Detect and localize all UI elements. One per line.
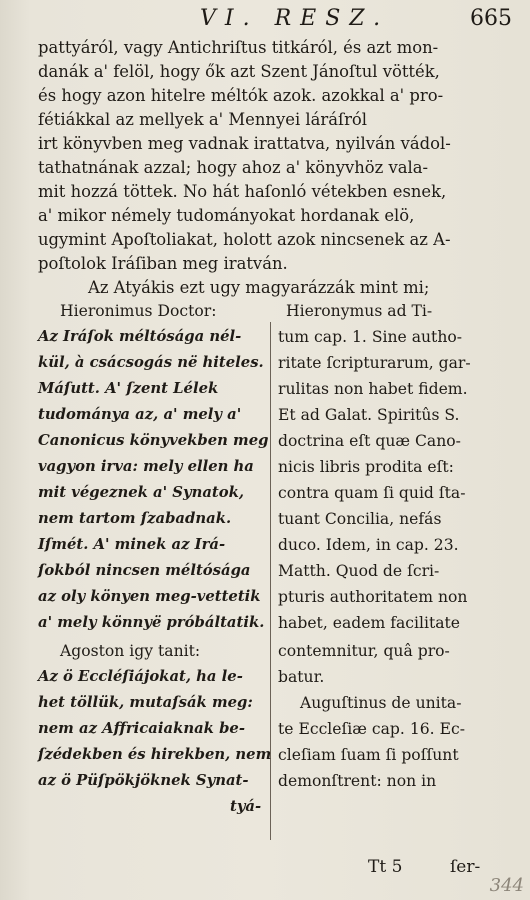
column-line: contemnitur, quâ pro- [278, 642, 450, 660]
intro-line: Az Atyákis ezt ugy magyarázzák mint mi; [88, 278, 430, 297]
column-line: habet, eadem facilitate [278, 614, 461, 632]
signature-mark: Tt 5 [368, 857, 403, 877]
page-number: 665 [470, 6, 512, 31]
column-line: mit végeznek a' Synatok, [38, 484, 245, 501]
column-line: nicis libris prodita eſt: [278, 458, 454, 476]
body-line: tathatnának azzal; hogy ahoz a' könyvhöz vala- [38, 158, 429, 177]
column-line: tudománya az, a' mely a' [38, 406, 242, 423]
column-line: Auguſtinus de unita- [300, 694, 462, 712]
body-line: ugymint Apoſtoliakat, holott azok nincsenek az A- [38, 230, 451, 249]
body-line: pattyáról, vagy Antichriſtus titkáról, és azt mon- [38, 38, 439, 57]
body-line: irt könyvben meg vadnak irattatva, nyilván vádol- [38, 134, 451, 153]
column-line: nem tartom ſzabadnak. [38, 510, 232, 527]
catchword: ſer- [450, 857, 481, 877]
column-line: az ö Püſpökjöknek Synat- [38, 772, 249, 789]
column-line: contra quam ſi quid ſta- [278, 484, 466, 502]
column-line: Hieronymus ad Ti- [286, 302, 433, 320]
body-line: a' mikor némely tudományokat hordanak elö, [38, 206, 415, 225]
column-line: batur. [278, 668, 325, 686]
handwritten-margin-note: 344 [489, 875, 524, 896]
body-line: és hogy azon hitelre méltók azok. azokkal a' pro- [38, 86, 444, 105]
column-line: vagyon irva: mely ellen ha [38, 458, 254, 475]
running-title: VI. RESZ. [200, 6, 390, 31]
column-line: Matth. Quod de ſcri- [278, 562, 440, 580]
column-line: Agoston igy tanit: [60, 642, 201, 660]
column-line: nem az Affricaiaknak be- [38, 720, 245, 737]
column-line: Máſutt. A' ſzent Lélek [38, 380, 219, 397]
column-line: doctrina eſt quæ Cano- [278, 432, 461, 450]
column-line: cleſiam ſuam ſi poſſunt [278, 746, 459, 764]
column-line: Iſmét. A' minek az Irá- [38, 536, 226, 553]
body-line: danák a' felöl, hogy ők azt Szent Jánoſtul vötték, [38, 62, 440, 81]
column-line: tuant Concilia, nefás [278, 510, 442, 528]
body-line: poſtolok Iráſiban meg iratván. [38, 254, 288, 273]
column-line: Az Iráſok méltósága nél- [38, 328, 242, 345]
column-line: tyá- [230, 798, 262, 815]
column-line: az oly könyen meg-vettetik [38, 588, 261, 605]
body-line: fétiákkal az mellyek a' Mennyei láráſról [38, 110, 368, 129]
column-line: kül, à csácsogás në hiteles. [38, 354, 264, 371]
column-line: a' mely könnyë próbáltatik. [38, 614, 265, 631]
column-line: Canonicus könyvekben meg [38, 432, 269, 449]
column-line: demonſtrent: non in [278, 772, 437, 790]
column-line: rulitas non habet fidem. [278, 380, 468, 398]
column-line: tum cap. 1. Sine autho- [278, 328, 463, 346]
column-line: ſokból nincsen méltósága [38, 562, 251, 579]
column-line: ſzédekben és hirekben, nem [38, 746, 272, 763]
column-line: pturis authoritatem non [278, 588, 468, 606]
column-line: Hieronimus Doctor: [60, 302, 217, 320]
column-line: te Eccleſiæ cap. 16. Ec- [278, 720, 465, 738]
running-header [0, 6, 530, 40]
column-line: Et ad Galat. Spiritûs S. [278, 406, 460, 424]
column-line: duco. Idem, in cap. 23. [278, 536, 459, 554]
column-line: ritate ſcripturarum, gar- [278, 354, 471, 372]
column-line: Az ö Eccléſiájokat, ha le- [38, 668, 243, 685]
column-line: het töllük, mutaſsák meg: [38, 694, 253, 711]
body-line: mit hozzá töttek. No hát haſonló vétekben esnek, [38, 182, 447, 201]
